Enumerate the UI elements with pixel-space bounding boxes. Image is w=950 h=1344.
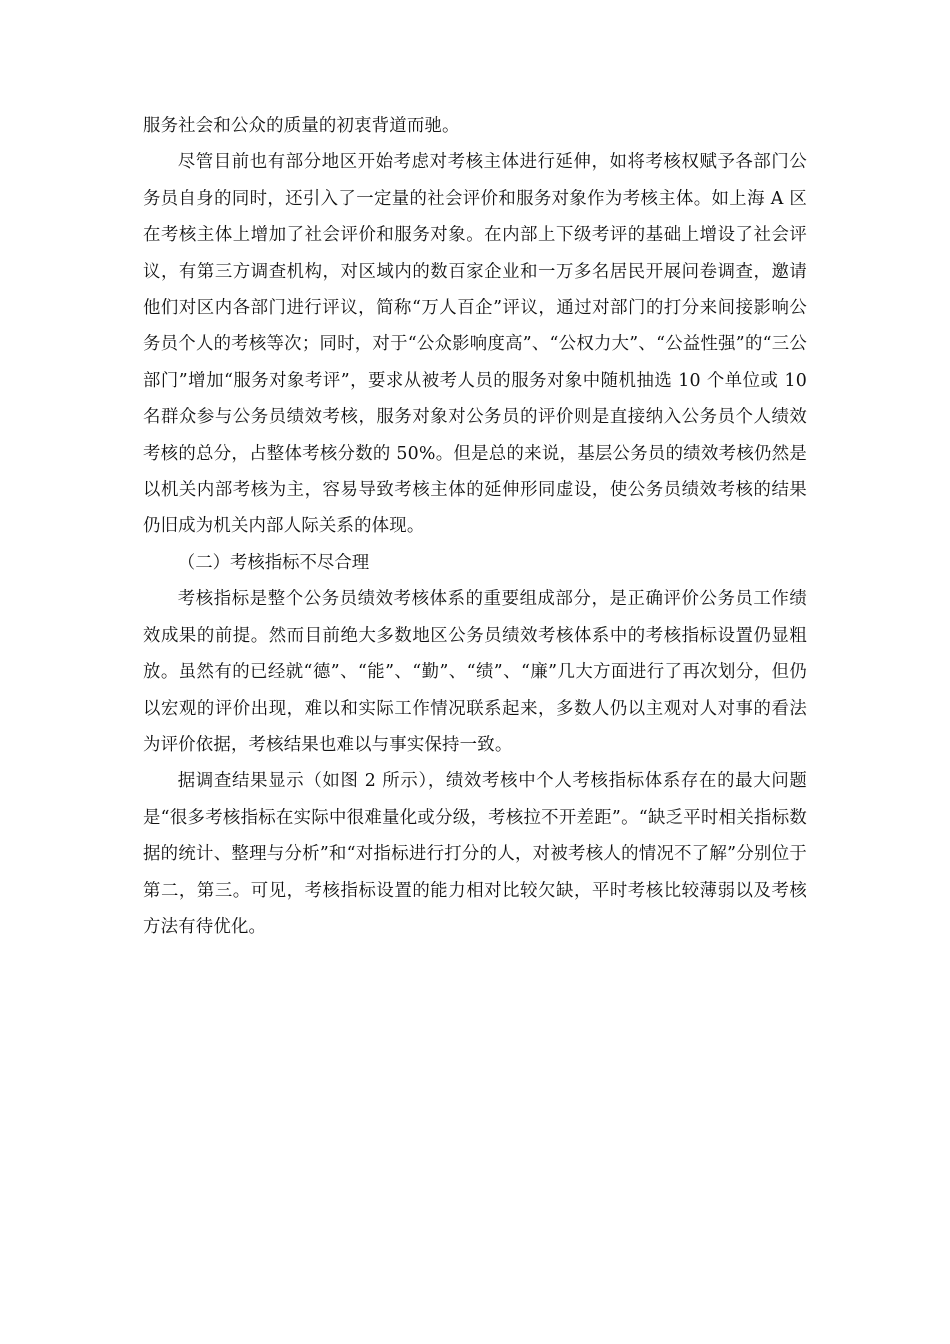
paragraph-assessment-indicators: 考核指标是整个公务员绩效考核体系的重要组成部分，是正确评价公务员工作绩效成果的前提。然而目前绝大多数地区公务员绩效考核体系中的考核指标设置仍显粗放。虽然有的已经就“德”、“能”、“勤”、“绩”、“廉”几大方面进行了再次划分，但仍以宏观的评价出现，难以和实际工作情况联系起来，多数人仍以主观对人对事的看法为评价依据，考核结果也难以与事实保持一致。	[143, 589, 807, 755]
paragraph-continuation: 服务社会和公众的质量的初衷背道而驰。	[143, 116, 460, 136]
paragraph-assessment-subject-extension: 尽管目前也有部分地区开始考虑对考核主体进行延伸，如将考核权赋予各部门公务员自身的同时，还引入了一定量的社会评价和服务对象作为考核主体。如上海 A 区在考核主体上增加了社会评价和服务对象。在内部上下级考评的基础上增设了社会评议，有第三方调查机构，对区域内的数百家企业和一万多名居民开展问卷调查，邀请他们对区内各部门进行评议，简称“万人百企”评议，通过对部门的打分来间接影响公务员个人的考核等次；同时，对于“公众影响度高”、“公权力大”、“公益性强”的“三公部门”增加“服务对象考评”，要求从被考人员的服务对象中随机抽选 10 个单位或 10 名群众参与公务员绩效考核，服务对象对公务员的评价则是直接纳入公务员个人绩效考核的总分，占整体考核分数的 50%。但是总的来说，基层公务员的绩效考核仍然是以机关内部考核为主，容易导致考核主体的延伸形同虚设，使公务员绩效考核的结果仍旧成为机关内部人际关系的体现。	[143, 152, 807, 537]
document-body	[143, 108, 807, 945]
section-heading-assessment-indicators: （二）考核指标不尽合理	[177, 552, 370, 573]
paragraph-survey-results: 据调查结果显示（如图 2 所示），绩效考核中个人考核指标体系存在的最大问题是“很多考核指标在实际中很难量化或分级，考核拉不开差距”。“缺乏平时相关指标数据的统计、整理与分析”和“对指标进行打分的人，对被考核人的情况不了解”分别位于第二，第三。可见，考核指标设置的能力相对比较欠缺，平时考核比较薄弱以及考核方法有待优化。	[143, 771, 807, 937]
